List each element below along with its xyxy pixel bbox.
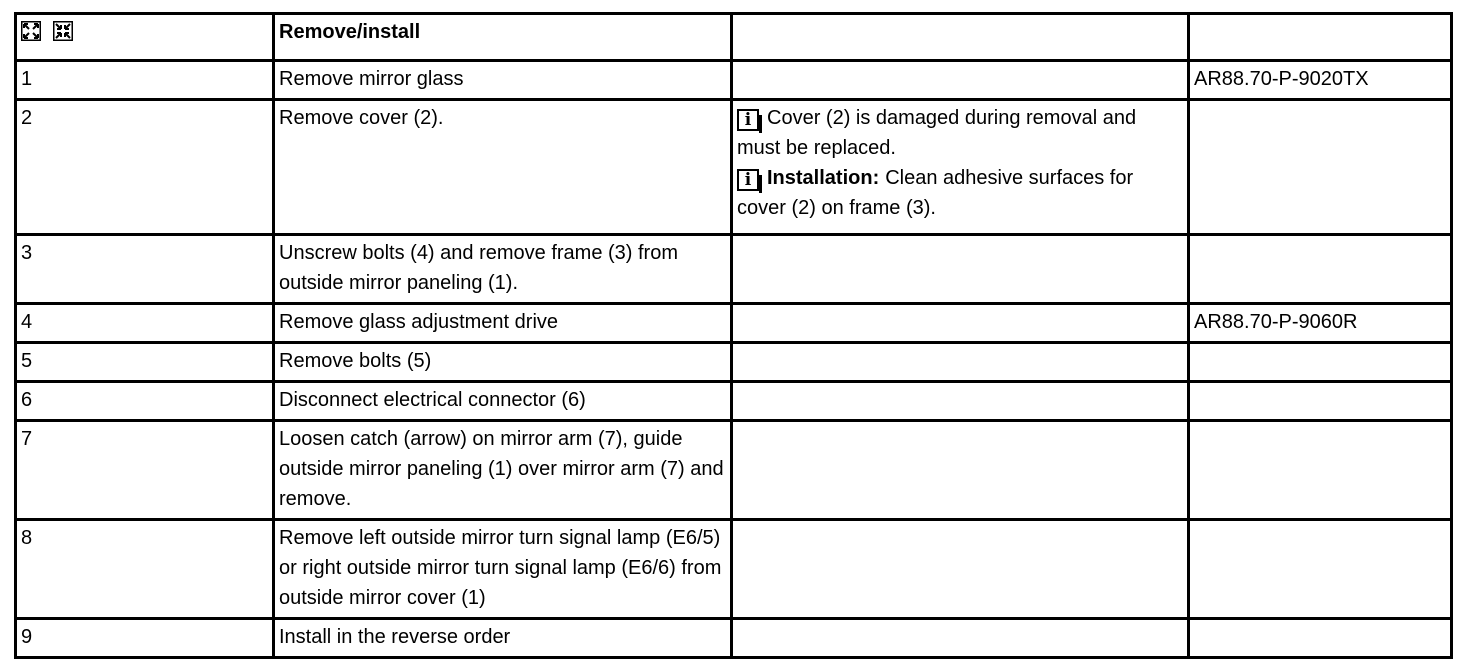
step-action: Remove glass adjustment drive <box>274 304 732 343</box>
step-note <box>732 61 1189 100</box>
procedure-table <box>14 12 1453 659</box>
note-text: Clean adhesive surfaces for cover (2) on frame (3). <box>737 167 1134 219</box>
step-action: Remove cover (2). <box>274 100 732 235</box>
table-row <box>16 304 1452 343</box>
step-number: 3 <box>16 235 274 304</box>
step-reference-link[interactable]: AR88.70-P-9060R <box>1189 304 1452 343</box>
step-reference-link <box>1189 520 1452 619</box>
step-reference-link <box>1189 343 1452 382</box>
step-reference-link <box>1189 619 1452 658</box>
step-action: Unscrew bolts (4) and remove frame (3) from outside mirror paneling (1). <box>274 235 732 304</box>
step-action: Remove left outside mirror turn signal lamp (E6/5) or right outside mirror turn signal lamp (E6/6) from outside mirror cover (1) <box>274 520 732 619</box>
table-row <box>16 343 1452 382</box>
header-empty-cell <box>732 14 1189 61</box>
step-number: 9 <box>16 619 274 658</box>
header-empty-cell <box>1189 14 1452 61</box>
step-number: 2 <box>16 100 274 235</box>
step-action: Disconnect electrical connector (6) <box>274 382 732 421</box>
step-action: Remove bolts (5) <box>274 343 732 382</box>
step-action: Install in the reverse order <box>274 619 732 658</box>
header-icons-cell <box>16 14 274 61</box>
step-reference-link <box>1189 100 1452 235</box>
step-note <box>732 421 1189 520</box>
step-note <box>732 100 1189 235</box>
step-reference-link[interactable]: AR88.70-P-9020TX <box>1189 61 1452 100</box>
table-row <box>16 619 1452 658</box>
table-header-row <box>16 14 1452 61</box>
step-note <box>732 520 1189 619</box>
expand-icon[interactable] <box>21 21 41 41</box>
step-number: 7 <box>16 421 274 520</box>
step-note <box>732 382 1189 421</box>
table-row <box>16 382 1452 421</box>
collapse-icon[interactable] <box>53 21 73 41</box>
info-note <box>737 103 1183 163</box>
step-number: 4 <box>16 304 274 343</box>
step-note <box>732 343 1189 382</box>
table-row <box>16 235 1452 304</box>
step-reference-link <box>1189 235 1452 304</box>
table-row <box>16 520 1452 619</box>
table-row <box>16 100 1452 235</box>
step-note <box>732 619 1189 658</box>
step-note <box>732 235 1189 304</box>
step-note <box>732 304 1189 343</box>
step-number: 6 <box>16 382 274 421</box>
step-action: Loosen catch (arrow) on mirror arm (7), guide outside mirror paneling (1) over mirror arm (7) and remove. <box>274 421 732 520</box>
table-row <box>16 61 1452 100</box>
step-number: 1 <box>16 61 274 100</box>
step-reference-link <box>1189 382 1452 421</box>
header-title: Remove/install <box>274 14 732 61</box>
table-row <box>16 421 1452 520</box>
step-number: 5 <box>16 343 274 382</box>
info-note <box>737 163 1183 223</box>
info-icon: i <box>737 109 759 131</box>
note-label: Installation: <box>767 167 880 189</box>
note-text: Cover (2) is damaged during removal and must be replaced. <box>737 107 1137 159</box>
step-reference-link <box>1189 421 1452 520</box>
step-action: Remove mirror glass <box>274 61 732 100</box>
step-number: 8 <box>16 520 274 619</box>
info-icon: i <box>737 169 759 191</box>
